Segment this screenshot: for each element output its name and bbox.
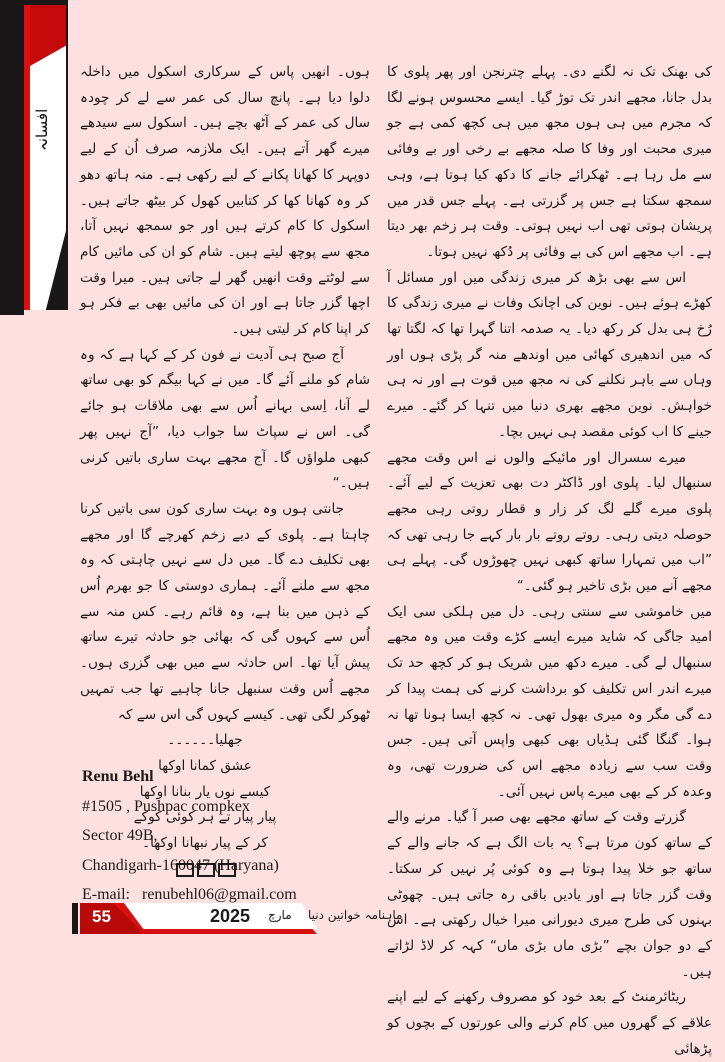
poem-line: عشق کمانا اوکھا	[158, 757, 252, 774]
address-line: #1505 , Pushpac compkex	[82, 797, 250, 815]
footer-black-bar	[72, 903, 78, 934]
issue-month: مارچ	[268, 908, 292, 922]
poem-line: جھلیا۔۔۔۔۔۔	[167, 732, 243, 749]
paragraph: کی بھنک تک نہ لگنے دی۔ پہلے چترنجن اور پھر پلوی کا بدل جانا، مجھے اندر تک توڑ گیا۔ ایسے محسوس ہونے لگا کہ مجرم میں ہی ہوں مجھ میں ہی کچھ کمی ہے جو میری محبت اور وفا کا صلہ مجھے بے رخی اور بے وفائی سے مل رہا ہے۔ ٹھکرائے جانے کا دکھ کیا ہوتا ہے، وہی سمجھ سکتا ہے جس پر گزرتی ہے۔ پہلے جس قدر میں پریشان ہوتی تھی اب نہیں ہوتی۔ وقت ہر زخم بھر دیتا ہے۔ اب مجھے اس کی بے وفائی پر دُکھ نہیں ہوتا۔	[387, 64, 712, 260]
magazine-name: ماہنامہ خواتین دنیا	[308, 908, 403, 922]
poem-line: پیار پیار تے ہر کوئی کوکے	[133, 809, 277, 826]
email-address[interactable]: renubehl06@gmail.com	[141, 886, 297, 903]
paragraph: ریٹائرمنٹ کے بعد خود کو مصروف رکھنے کے لیے اپنے علاقے کے گھروں میں کام کرنے والی عورتوں کے بچوں کو پڑھائی	[387, 989, 712, 1057]
page-footer	[72, 903, 403, 934]
author-name: Renu Behl	[82, 768, 154, 785]
address-line: Chandigarh-160047 (Haryana)	[82, 856, 279, 874]
paragraph: میں خاموشی سے سنتی رہی۔ دل میں ہلکی سی ایک امید جاگی کہ شاید میرے ایسے کڑے وقت میں وہ مجھے سنبھال لے گی۔ میرے دکھ میں شریک ہو کر کچھ حد تک میرے اندر اس تکلیف کو برداشت کرنے کی ہمت پیدا کر دے گی مگر وہ میری بھول تھی۔ نہ کچھ ایسا ہونا تھا نہ ہوا۔ گنگا گئی ہڈیاں بھی کبھی واپس آتی ہیں۔ جس وقت سب سے زیادہ مجھے اس کی ضرورت تھی، وہ وعدہ کر کے بھی میرے پاس نہیں آئی۔	[387, 603, 712, 800]
email-label: E-mail:	[82, 886, 130, 903]
left-column	[80, 60, 370, 877]
poem-line: کر کے پیار نبھانا اوکھا۔	[142, 835, 268, 852]
address-line: Sector 49B,	[82, 827, 158, 844]
side-black-bar	[0, 0, 24, 315]
issue-year: 2025	[210, 906, 251, 926]
paragraph: میرے سسرال اور مائیکے والوں نے اس وقت مجھے سنبھال لیا۔ پلوی اور ڈاکٹر دت بھی تعزیت کے لیے آئے۔ پلوی میرے گلے لگ کر زار و قطار روتی رہی مجھے حوصلہ دیتی رہی۔ روتے روتے بار بار کہے جا رہی تھی کہ ”اب میں تمہارا ساتھ کبھی نہیں چھوڑوں گی۔ پہلے ہی مجھے آنے میں بڑی تاخیر ہو گئی۔“	[387, 449, 712, 595]
paragraph: جانتی ہوں وہ بہت ساری کون سی باتیں کرنا چاہتا ہے۔ پلوی کے دیے زخم کھرچے گا اور مجھے بھی تکلیف دے گا۔ میں دل سے نہیں چاہتی کہ وہ مجھ سے ملنے آئے۔ ہماری دوستی کا جو بھرم اُس کے ذہن میں بنا ہے، وہ قائم رہے۔ کس منہ سے اُس سے کہوں گی کہ بھائی جو حادثہ تیرے ساتھ پیش آیا تھا۔ اس حادثہ سے میں بھی گزری ہوں۔ مجھے اُس وقت سنبھل جانا چاہیے تھا جب تمہیں ٹھوکر لگی تھی۔ کیسے کہوں گی اس سے کہ	[80, 500, 370, 723]
paragraph: ہوں۔ انھیں پاس کے سرکاری اسکول میں داخلہ دلوا دیا ہے۔ پانچ سال کی عمر سے لے کر چودہ سال کی عمر کے آٹھ بچے ہیں۔ اسکول سے سیدھے میرے گھر آتے ہیں۔ ایک ملازمہ صرف اُن کے لیے دوپہر کا کھانا پکانے کے لیے رکھی ہے۔ منہ ہاتھ دھو کر وہ کھانا کھا کر کتابیں کھول کر بیٹھ جاتے ہیں۔ اسکول کا کام کرتے ہیں اور جو سمجھ نہیں آتا، مجھ سے پوچھ لیتے ہیں۔ شام کو ان کی مائیں کام سے لوٹتے وقت انھیں گھر لے جاتی ہیں۔ میرا وقت اچھا گزر جاتا ہے اور ان کی مائیں بھی بے فکر ہو کر اپنا کام کر لیتی ہیں۔	[80, 64, 370, 338]
page-number: 55	[92, 907, 111, 926]
paragraph: اس سے بھی بڑھ کر میری زندگی میں اور مسائل آ کھڑے ہوئے ہیں۔ نوین کی اچانک وفات نے میری زندگی کا رُخ ہی بدل کر رکھ دیا۔ یہ صدمہ اتنا گہرا تھا کہ لگتا تھا کہ میں اندھیری کھائی میں اوندھے منہ گر پڑی ہوں اور وہاں سے باہر نکلنے کی نہ مجھ میں قوت ہے اور نہ ہی خواہش۔ نوین مجھے بھری دنیا میں تنہا کر گئے۔ میرے جینے کا اب کوئی مقصد ہی نہیں بچا۔	[387, 269, 712, 440]
poem-line: کیسے نوں یار بنانا اوکھا	[139, 783, 271, 800]
author-address	[82, 762, 372, 910]
right-column	[387, 60, 712, 1062]
paragraph: آج صبح ہی آدیت نے فون کر کے کہا ہے کہ وہ شام کو ملنے آئے گا۔ میں نے کہا بیگم کو بھی ساتھ لے آنا، اِسی بہانے اُس سے بھی ملاقات ہو جائے گی۔ اس نے سپاٹ سا جواب دیا، ”آج نہیں پھر کبھی ملواؤں گا۔ آج مجھے بہت ساری باتیں کرنی ہیں۔“	[80, 346, 370, 492]
paragraph: گزرتے وقت کے ساتھ مجھے بھی صبر آ گیا۔ مرنے والے کے ساتھ کون مرتا ہے؟ یہ بات الگ ہے کہ جانے والے کے ساتھ جو خلا پیدا ہوتا ہے وہ کوئی پُر نہیں کر سکتا۔ وقت گزر جاتا ہے اور یادیں باقی رہ جاتی ہیں۔ چھوٹی بہنوں کی طرح میری دیورانی میرا خیال رکھتی ہے۔ اس کے دو جوان بچے ”بڑی ماں بڑی ماں“ کہہ کر لاڈ لڑاتے ہیں۔	[387, 809, 712, 980]
section-label: افسانہ	[33, 108, 51, 152]
